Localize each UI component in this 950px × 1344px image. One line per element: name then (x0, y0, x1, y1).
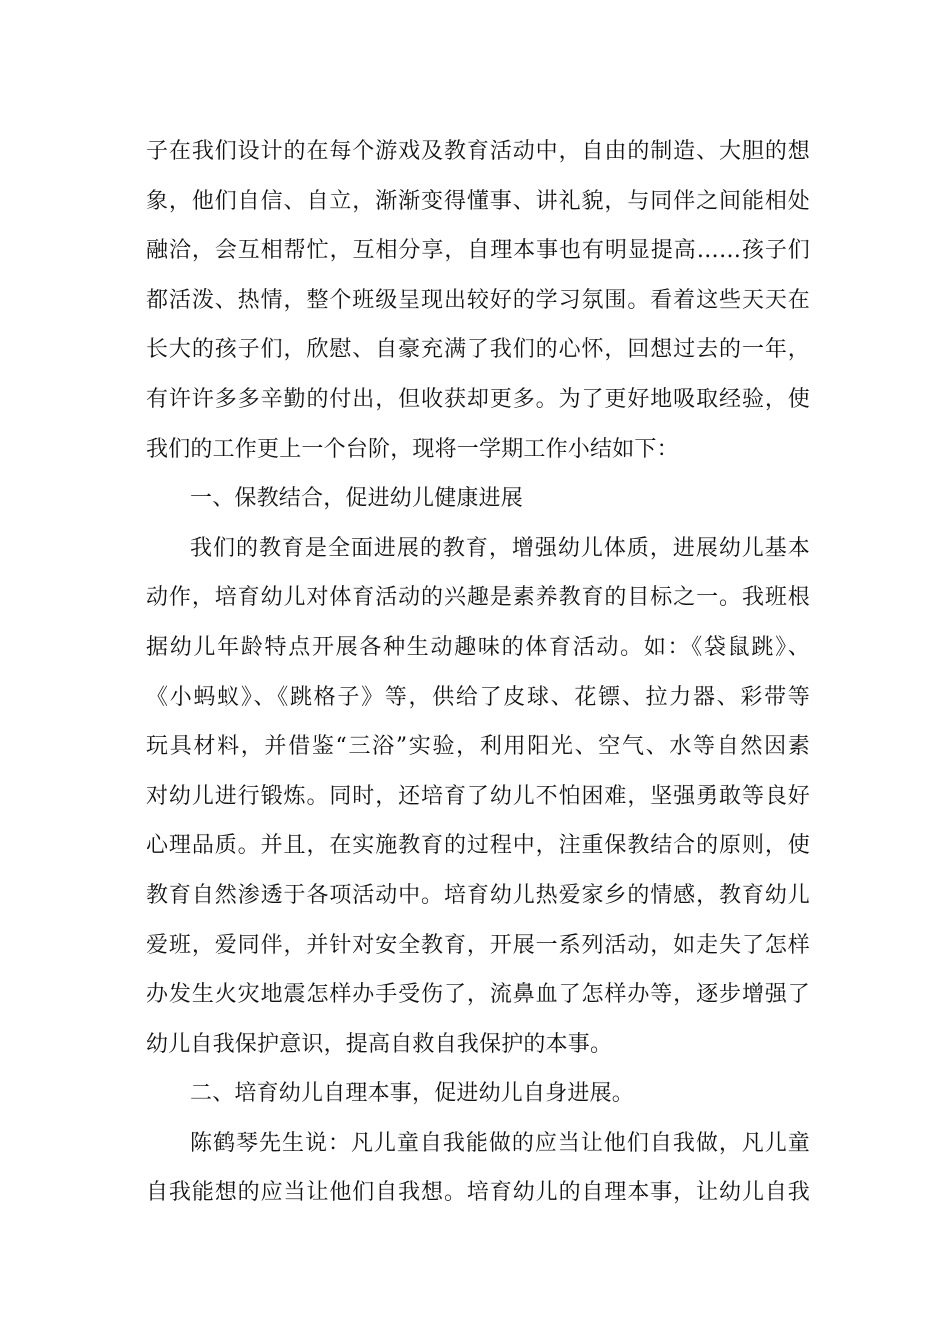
body-line: 对幼儿进行锻炼。同时，还培育了幼儿不怕困难，坚强勇敢等良好 (146, 783, 810, 809)
body-line: 都活泼、热情，整个班级呈现出较好的学习氛围。看着这些天天在 (146, 287, 810, 313)
body-line: 长大的孩子们，欣慰、自豪充满了我们的心怀，回想过去的一年， (146, 337, 810, 363)
body-line: 有许许多多辛勤的付出，但收获却更多。为了更好地吸取经验，使 (146, 386, 810, 412)
body-line: 据幼儿年龄特点开展各种生动趣味的体育活动。如：《袋鼠跳》、 (146, 634, 810, 660)
body-line: 《小蚂蚁》、《跳格子》等，供给了皮球、花镖、拉力器、彩带等 (146, 684, 810, 710)
section-heading-1: 一、保教结合，促进幼儿健康进展 (190, 486, 524, 512)
body-line: 办发生火灾地震怎样办手受伤了，流鼻血了怎样办等，逐步增强了 (146, 982, 810, 1008)
body-line: 幼儿自我保护意识，提高自救自我保护的本事。 (146, 1031, 613, 1057)
body-line: 子在我们设计的在每个游戏及教育活动中，自由的制造、大胆的想 (146, 139, 810, 164)
body-line: 心理品质。并且，在实施教育的过程中，注重保教结合的原则，使 (146, 833, 810, 859)
body-line: 陈鹤琴先生说：凡儿童自我能做的应当让他们自我做，凡儿童 (190, 1130, 810, 1156)
body-line: 玩具材料，并借鉴“三浴”实验，利用阳光、空气、水等自然因素 (146, 734, 810, 760)
document-body (146, 127, 810, 1218)
body-line: 动作，培育幼儿对体育活动的兴趣是素养教育的目标之一。我班根 (146, 585, 810, 611)
body-line: 我们的工作更上一个台阶，现将一学期工作小结如下： (146, 436, 679, 462)
body-line: 象，他们自信、自立，渐渐变得懂事、讲礼貌，与同伴之间能相处 (146, 188, 810, 214)
body-line: 我们的教育是全面进展的教育，增强幼儿体质，进展幼儿基本 (190, 535, 810, 561)
body-line: 自我能想的应当让他们自我想。培育幼儿的自理本事，让幼儿自我 (146, 1180, 810, 1206)
body-line: 爱班，爱同伴，并针对安全教育，开展一系列活动，如走失了怎样 (146, 932, 810, 958)
body-line: 融洽，会互相帮忙，互相分享，自理本事也有明显提高……孩子们 (146, 238, 810, 264)
body-line: 教育自然渗透于各项活动中。培育幼儿热爱家乡的情感，教育幼儿 (146, 882, 810, 908)
section-heading-2: 二、培育幼儿自理本事，促进幼儿自身进展。 (190, 1081, 635, 1107)
